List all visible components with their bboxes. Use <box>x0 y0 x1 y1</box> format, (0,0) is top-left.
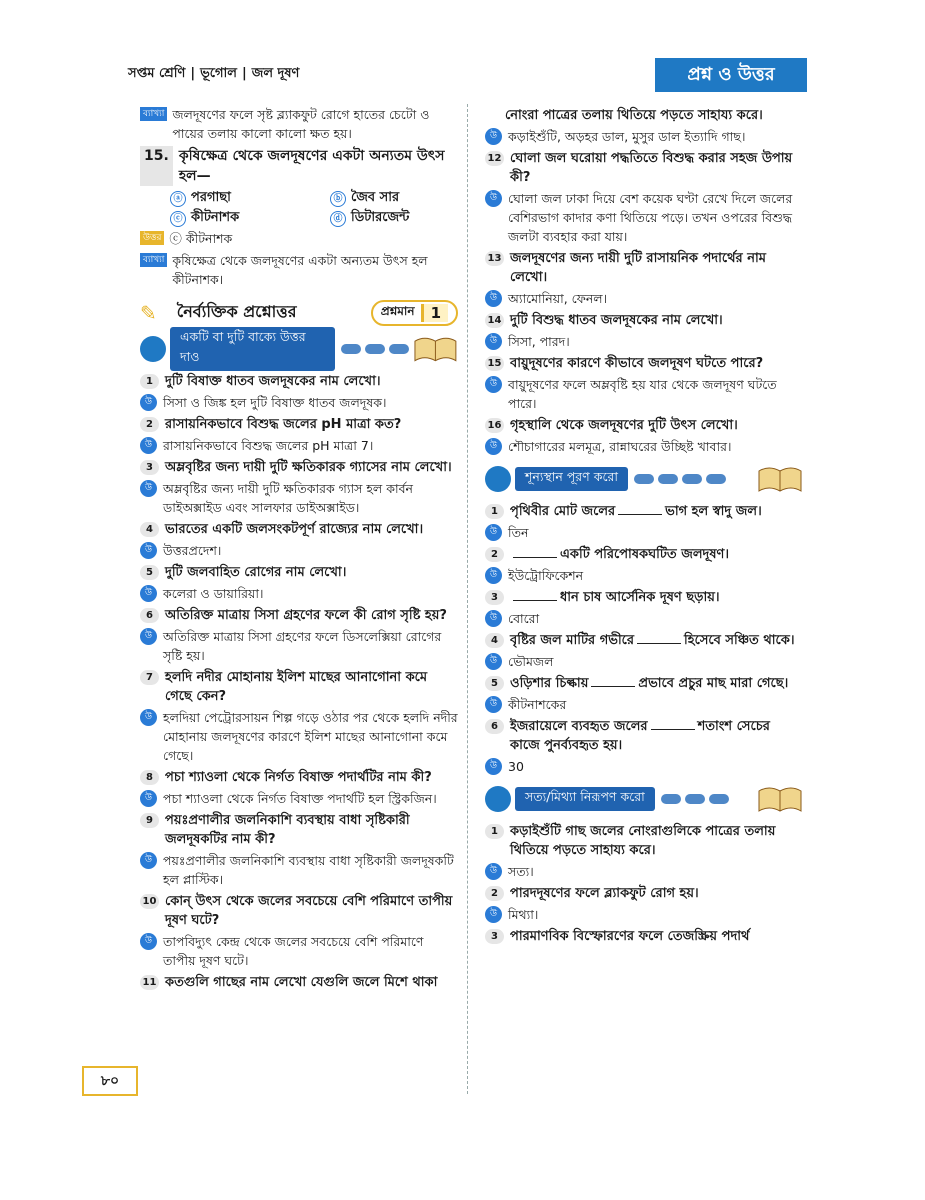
answer-icon: উ <box>140 542 157 559</box>
answer-icon: উ <box>485 610 502 627</box>
question-text: হলদি নদীর মোহানায় ইলিশ মাছের আনাগোনা কমে গেছে কেন? <box>165 670 428 704</box>
answer-tag: উত্তর <box>140 231 164 245</box>
text-after-blank: ধান চাষ আর্সেনিক দূষণ ছড়ায়। <box>560 590 720 605</box>
section-title: নৈর্ব্যক্তিক প্রশ্নোত্তর <box>176 302 297 321</box>
text-before-blank: বৃষ্টির জল মাটির গভীরে <box>510 633 635 648</box>
question-item <box>140 372 458 391</box>
option-a: ⓐ পরগাছা <box>170 188 330 208</box>
text-after-blank: শতাংশ সেচের কাজে পুনর্ব্যবহৃত হয়। <box>510 719 770 753</box>
answer-text: হলদিয়া পেট্রোরসায়ন শিল্প গড়ে ওঠার পর থেকে হলদি নদীর মোহানায় জলদূষণের কারণে ইলিশ মাছের আনাগোনা কমে গেছে। <box>163 710 458 763</box>
bulb-icon <box>140 336 166 362</box>
answer <box>140 479 458 517</box>
question-item <box>140 606 458 625</box>
bulb-icon <box>485 786 511 812</box>
question-number: 14 <box>485 313 504 328</box>
question-item <box>140 973 458 992</box>
question-text: দুটি বিশুদ্ধ ধাতব জলদূষকের নাম লেখো। <box>510 313 723 328</box>
breadcrumb <box>128 64 299 85</box>
answer-text: অতিরিক্ত মাত্রায় সিসা গ্রহণের ফলে ডিসলেক্সিয়া রোগের সৃষ্টি হয়। <box>163 629 442 663</box>
question-number: 10 <box>140 894 159 909</box>
answer-text: পচা শ্যাওলা থেকে নির্গত বিষাক্ত পদার্থটি হল স্ট্রিকজিন। <box>163 791 437 806</box>
answer <box>485 757 803 776</box>
question-item <box>140 458 458 477</box>
question-text: পারমাণবিক বিস্ফোরণের ফলে তেজস্ক্রিয় পদার্থ <box>510 929 750 944</box>
question-number: 3 <box>140 460 159 475</box>
breadcrumb-separator: | <box>241 66 247 81</box>
question-text: পারদদূষণের ফলে ব্ল্যাকফুট রোগ হয়। <box>510 886 699 901</box>
question-text <box>510 502 762 521</box>
answer <box>140 708 458 765</box>
bulb-icon <box>485 466 511 492</box>
question-text <box>510 631 795 650</box>
question-text: কড়াইশুঁটি গাছ জলের নোংরাগুলিকে পাত্রের তলায় থিতিয়ে পড়তে সাহায্য করে। <box>510 824 776 858</box>
answer-text: সিসা, পারদ। <box>508 334 570 349</box>
answer-text: 30 <box>508 759 524 774</box>
section-bar-label: শূন্যস্থান পূরণ করো <box>515 467 628 491</box>
answer <box>485 695 803 714</box>
section-bar-fill-blanks <box>485 464 803 494</box>
question-text: পচা শ্যাওলা থেকে নির্গত বিষাক্ত পদার্থটির নাম কী? <box>165 770 432 785</box>
answer-text: অম্লবৃষ্টির জন্য দায়ী দুটি ক্ষতিকারক গ্যাস হল কার্বন ডাইঅক্সাইড এবং সালফার ডাইঅক্সাইড। <box>163 481 413 515</box>
answer-icon: উ <box>485 696 502 713</box>
marks-label: প্রশ্নমান <box>380 303 415 318</box>
book-icon <box>757 785 803 813</box>
question-text <box>510 674 788 693</box>
question-text <box>510 545 729 564</box>
question-number: 3 <box>485 929 504 944</box>
text-before-blank: ইজরায়েলে ব্যবহৃত জলের <box>510 719 648 734</box>
answer-text: তাপবিদ্যুৎ কেন্দ্র থেকে জলের সবচেয়ে বেশি পরিমাণে তাপীয় দূষণ ঘটে। <box>163 934 424 968</box>
answer <box>485 127 803 146</box>
question-number: 6 <box>485 719 504 734</box>
question-number: 7 <box>140 670 159 685</box>
question-text: গৃহস্থালি থেকে জলদূষণের দুটি উৎস লেখো। <box>510 418 738 433</box>
answer <box>140 932 458 970</box>
answer <box>485 437 803 456</box>
answer-text: ⓒ কীটনাশক <box>169 231 233 246</box>
question-text <box>510 588 720 607</box>
answer-text: কড়াইশুঁটি, অড়হর ডাল, মুসুর ডাল ইত্যাদি গাছ। <box>508 129 746 144</box>
answer-text: মিথ্যা। <box>508 907 539 922</box>
blank-line <box>618 514 662 515</box>
question-item <box>485 884 803 903</box>
decorative-dots <box>661 794 733 804</box>
fill-blank-item <box>485 674 803 693</box>
answer-text: ঘোলা জল ঢাকা দিয়ে বেশ কয়েক ঘণ্টা রেখে দিলে জলের বেশিরভাগ কাদার কণা থিতিয়ে পড়ে। তখন ওপরের বিশুদ্ধ জলটা ব্যবহার করা যায়। <box>508 191 793 244</box>
explanation <box>140 105 458 143</box>
question-text: বায়ুদূষণের কারণে কীভাবে জলদূষণ ঘটতে পারে? <box>510 356 764 371</box>
decorative-dots <box>341 344 413 354</box>
section-bar-true-false <box>485 784 803 814</box>
page-section-title: প্রশ্ন ও উত্তর <box>655 58 807 92</box>
question-number: 3 <box>485 590 504 605</box>
blank-line <box>651 729 695 730</box>
question-text: ঘোলা জল ঘরোয়া পদ্ধতিতে বিশুদ্ধ করার সহজ উপায় কী? <box>510 151 793 185</box>
explanation-tag: ব্যাখ্যা <box>140 107 167 121</box>
question-text: পয়ঃপ্রণালীর জলনিকাশি ব্যবস্থায় বাধা সৃষ্টিকারী জলদূষকটির নাম কী? <box>165 813 410 847</box>
answer <box>485 523 803 542</box>
answer-icon: উ <box>140 394 157 411</box>
fill-blank-item <box>485 717 803 755</box>
question-item <box>485 311 803 330</box>
question-number: 2 <box>140 417 159 432</box>
mcq-options <box>170 188 458 228</box>
answer <box>485 289 803 308</box>
text-after-blank: প্রভাবে প্রচুর মাছ মারা গেছে। <box>638 676 789 691</box>
question-number: 6 <box>140 608 159 623</box>
fill-blank-item <box>485 588 803 607</box>
fill-blanks-list <box>485 502 803 776</box>
mcq-answer <box>140 229 458 248</box>
answer-text: সত্য। <box>508 864 534 879</box>
question-number: 11 <box>140 975 159 990</box>
marks-badge <box>371 300 458 326</box>
question-text: অম্লবৃষ্টির জন্য দায়ী দুটি ক্ষতিকারক গ্যাসের নাম লেখো। <box>165 460 452 475</box>
fill-blank-item <box>485 502 803 521</box>
question-number: 15 <box>485 356 504 371</box>
question-text: দুটি জলবাহিত রোগের নাম লেখো। <box>165 565 347 580</box>
pencil-icon: ✎ <box>140 300 157 325</box>
answer-text: সিসা ও জিঙ্ক হল দুটি বিষাক্ত ধাতব জলদূষক। <box>163 395 387 410</box>
text-before-blank: ওড়িশার চিল্কায় <box>510 676 589 691</box>
left-column <box>140 104 458 994</box>
decorative-dots <box>634 474 730 484</box>
breadcrumb-separator: | <box>190 66 196 81</box>
answer-icon: উ <box>485 524 502 541</box>
answer-icon: উ <box>140 480 157 497</box>
question-text <box>510 717 803 755</box>
explanation-tag: ব্যাখ্যা <box>140 253 167 267</box>
answer-icon: উ <box>485 567 502 584</box>
page-number: ৮০ <box>82 1066 138 1096</box>
question-item <box>140 811 458 849</box>
question-number: 1 <box>140 374 159 389</box>
answer-icon: উ <box>140 437 157 454</box>
answer-text: বায়ুদূষণের ফলে অম্লবৃষ্টি হয় যার থেকে জলদূষণ ঘটতে পারে। <box>508 377 777 411</box>
true-false-list <box>485 822 803 946</box>
answer <box>485 566 803 585</box>
question-item <box>485 249 803 287</box>
option-b: ⓑ জৈব সার <box>330 188 480 208</box>
answer-text: ইউট্রোফিকেশন <box>508 568 584 583</box>
text-before-blank: পৃথিবীর মোট জলের <box>510 504 616 519</box>
answer <box>485 375 803 413</box>
answer-text: কীটনাশকের <box>508 697 567 712</box>
question-text: কোন্ উৎস থেকে জলের সবচেয়ে বেশি পরিমাণে তাপীয় দূষণ ঘটে? <box>165 894 453 928</box>
answer-icon: উ <box>485 128 502 145</box>
question-number: 8 <box>140 770 159 785</box>
answer-icon: উ <box>140 585 157 602</box>
option-d: ⓓ ডিটারজেন্ট <box>330 208 480 228</box>
section-bar-short-answer <box>140 329 458 364</box>
answer-text: উত্তরপ্রদেশ। <box>163 543 222 558</box>
question-item <box>140 892 458 930</box>
question-item <box>140 415 458 434</box>
answer <box>485 905 803 924</box>
question-item <box>140 520 458 539</box>
answer-text: অ্যামোনিয়া, ফেনল। <box>508 291 608 306</box>
blank-line <box>513 557 557 558</box>
question-number: 15. <box>140 146 173 186</box>
answer <box>485 332 803 351</box>
explanation <box>140 251 458 289</box>
answer-icon: উ <box>140 852 157 869</box>
right-column <box>485 104 803 948</box>
question-number: 1 <box>485 504 504 519</box>
question-item <box>485 354 803 373</box>
answer <box>140 541 458 560</box>
answer-text: তিন <box>508 525 529 540</box>
question-text: অতিরিক্ত মাত্রায় সিসা গ্রহণের ফলে কী রোগ সৃষ্টি হয়? <box>165 608 447 623</box>
answer-text: রাসায়নিকভাবে বিশুদ্ধ জলের pH মাত্রা 7। <box>163 438 374 453</box>
short-answer-list <box>140 372 458 992</box>
answer <box>140 584 458 603</box>
answer-text: কলেরা ও ডায়ারিয়া। <box>163 586 264 601</box>
question-item <box>140 768 458 787</box>
text-after-blank: ভাগ হল স্বাদু জল। <box>665 504 762 519</box>
answer-text: শৌচাগারের মলমূত্র, রান্নাঘরের উচ্ছিষ্ট খাবার। <box>508 439 732 454</box>
question-text: ভারতের একটি জলসংকটপূর্ণ রাজ্যের নাম লেখো। <box>165 522 424 537</box>
marks-value: 1 <box>421 304 448 322</box>
answer-icon: উ <box>485 376 502 393</box>
answer <box>485 609 803 628</box>
blank-line <box>513 600 557 601</box>
answer <box>140 851 458 889</box>
answer-icon: উ <box>485 906 502 923</box>
answer <box>485 189 803 246</box>
question-text: কৃষিক্ষেত্র থেকে জলদূষণের একটা অন্যতম উৎস হল— <box>178 148 445 184</box>
question-item <box>485 416 803 435</box>
question-number: 2 <box>485 547 504 562</box>
question-number: 4 <box>485 633 504 648</box>
section-bar-label: একটি বা দুটি বাক্যে উত্তর দাও <box>170 327 335 371</box>
question-number: 13 <box>485 251 504 266</box>
answer-icon: উ <box>140 933 157 950</box>
answer <box>140 789 458 808</box>
book-icon <box>757 465 803 493</box>
question-item <box>485 927 803 946</box>
fill-blank-item <box>485 545 803 564</box>
column-divider <box>467 104 468 1094</box>
question-text: নোংরা পাত্রের তলায় থিতিয়ে পড়তে সাহায্য করে। <box>505 108 763 123</box>
answer-icon: উ <box>485 438 502 455</box>
question-item <box>140 668 458 706</box>
question-number: 2 <box>485 886 504 901</box>
answer <box>140 627 458 665</box>
question-number: 4 <box>140 522 159 537</box>
answer-icon: উ <box>485 758 502 775</box>
question-number: 1 <box>485 824 504 839</box>
explanation-text: কৃষিক্ষেত্র থেকে জলদূষণের একটা অন্যতম উৎস হল কীটনাশক। <box>172 253 428 287</box>
breadcrumb-chapter: জল দূষণ <box>251 66 300 81</box>
answer-icon: উ <box>485 190 502 207</box>
breadcrumb-subject: ভূগোল <box>200 66 237 81</box>
answer <box>485 652 803 671</box>
text-after-blank: একটি পরিপোষকঘটিত জলদূষণ। <box>560 547 730 562</box>
text-after-blank: হিসেবে সঞ্চিত থাকে। <box>684 633 795 648</box>
objective-section-header <box>140 299 458 326</box>
answer-icon: উ <box>485 333 502 350</box>
question-number: 16 <box>485 418 504 433</box>
question-number: 12 <box>485 151 504 166</box>
answer-icon: উ <box>485 653 502 670</box>
question-text: জলদূষণের জন্য দায়ী দুটি রাসায়নিক পদার্থের নাম লেখো। <box>510 251 766 285</box>
answer <box>485 862 803 881</box>
answer-icon: উ <box>140 628 157 645</box>
option-c: ⓒ কীটনাশক <box>170 208 330 228</box>
breadcrumb-class: সপ্তম শ্রেণি <box>128 66 186 81</box>
answer-text: বোরো <box>508 611 540 626</box>
answer-icon: উ <box>485 290 502 307</box>
blank-line <box>591 686 635 687</box>
question-item <box>485 149 803 187</box>
question-continuation <box>505 106 803 125</box>
question-text: কতগুলি গাছের নাম লেখো যেগুলি জলে মিশে থাকা <box>165 975 438 990</box>
short-answer-list-continued <box>485 149 803 456</box>
answer-text: ভৌমজল <box>508 654 554 669</box>
question-item <box>485 822 803 860</box>
question-number: 5 <box>140 565 159 580</box>
answer-icon: উ <box>140 709 157 726</box>
mcq-question <box>140 146 458 186</box>
book-icon <box>413 335 458 363</box>
question-text: রাসায়নিকভাবে বিশুদ্ধ জলের pH মাত্রা কত? <box>165 417 402 432</box>
answer <box>140 393 458 412</box>
answer <box>140 436 458 455</box>
blank-line <box>637 643 681 644</box>
fill-blank-item <box>485 631 803 650</box>
section-bar-label: সত্য/মিথ্যা নিরূপণ করো <box>515 787 655 811</box>
question-number: 9 <box>140 813 159 828</box>
question-number: 5 <box>485 676 504 691</box>
question-text: দুটি বিষাক্ত ধাতব জলদূষকের নাম লেখো। <box>165 374 381 389</box>
answer-icon: উ <box>140 790 157 807</box>
question-item <box>140 563 458 582</box>
answer-icon: উ <box>485 863 502 880</box>
answer-text: পয়ঃপ্রণালীর জলনিকাশি ব্যবস্থায় বাধা সৃষ্টিকারী জলদূষকটি হল প্লাস্টিক। <box>163 853 454 887</box>
explanation-text: জলদূষণের ফলে সৃষ্ট ব্ল্যাকফুট রোগে হাতের চেটো ও পায়ের তলায় কালো কালো ক্ষত হয়। <box>172 107 430 141</box>
